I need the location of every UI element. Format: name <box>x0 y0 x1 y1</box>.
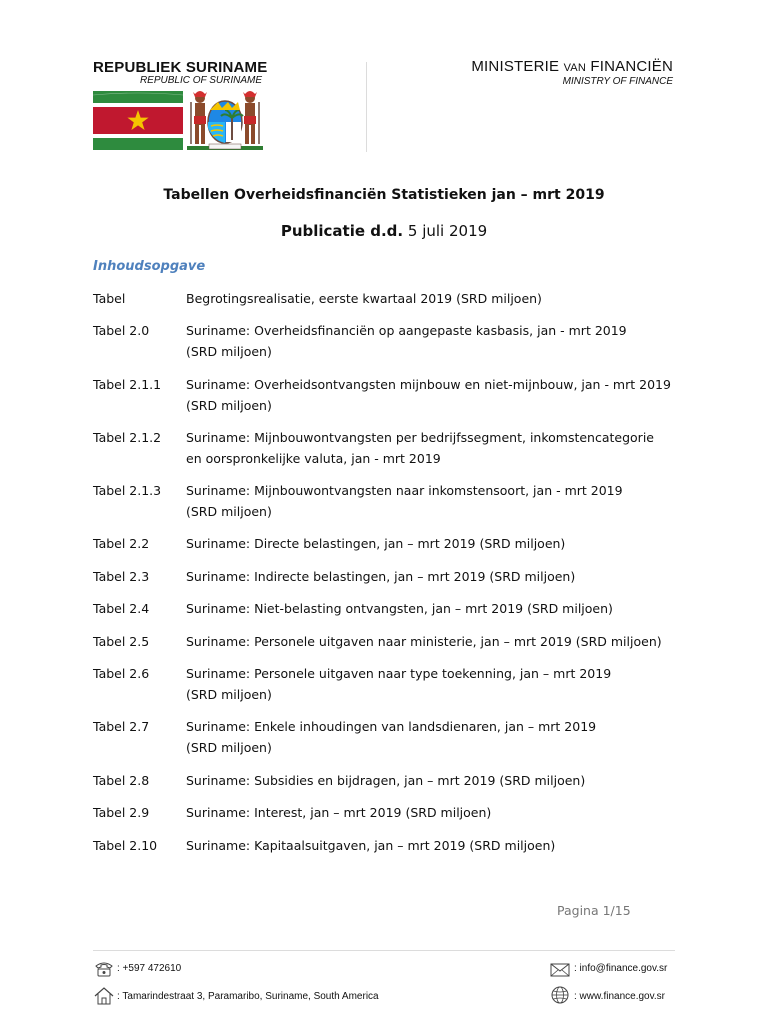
toc-table-number: Tabel 2.7 <box>93 719 150 734</box>
toc-line-1: Suriname: Mijnbouwontvangsten per bedrijfssegment, inkomstencategorie <box>186 430 654 445</box>
ministry-title-part-2: VAN <box>563 62 586 74</box>
toc-table-number: Tabel 2.10 <box>93 838 158 853</box>
publication-date: 5 juli 2019 <box>403 222 488 240</box>
republic-title: REPUBLIEK SURINAME <box>93 59 268 76</box>
toc-line-2: (SRD miljoen) <box>186 398 272 413</box>
suriname-flag <box>93 91 183 150</box>
ministry-title-part-3: FINANCIËN <box>585 58 673 75</box>
page-number: Pagina 1/15 <box>557 903 631 918</box>
toc-table-description <box>186 288 686 309</box>
toc-line-1: Suriname: Indirecte belastingen, jan – mrt 2019 (SRD miljoen) <box>186 569 576 584</box>
publication-line <box>0 222 768 240</box>
toc-table-description <box>186 566 686 587</box>
toc-table-number: Tabel 2.6 <box>93 666 150 681</box>
toc-line-2: (SRD miljoen) <box>186 740 272 755</box>
toc-table-number: Tabel 2.1.3 <box>93 483 162 498</box>
footer-email[interactable]: : info@finance.gov.sr <box>574 963 668 974</box>
footer-divider <box>93 950 675 951</box>
toc-table-number: Tabel 2.2 <box>93 536 150 551</box>
toc-table-description <box>186 802 686 823</box>
toc-line-1: Suriname: Kapitaalsuitgaven, jan – mrt 2019 (SRD miljoen) <box>186 838 556 853</box>
republic-subtitle: REPUBLIC OF SURINAME <box>139 75 262 86</box>
toc-line-1: Suriname: Mijnbouwontvangsten naar inkomstensoort, jan - mrt 2019 <box>186 483 623 498</box>
toc-line-1: Suriname: Enkele inhoudingen van landsdienaren, jan – mrt 2019 <box>186 719 597 734</box>
footer-website[interactable]: : www.finance.gov.sr <box>574 991 665 1002</box>
toc-line-1: Suriname: Directe belastingen, jan – mrt 2019 (SRD miljoen) <box>186 536 566 551</box>
ministry-subtitle: MINISTRY OF FINANCE <box>562 76 673 87</box>
toc-line-1: Suriname: Personele uitgaven naar ministerie, jan – mrt 2019 (SRD miljoen) <box>186 634 662 649</box>
toc-line-1: Suriname: Overheidsfinanciën op aangepaste kasbasis, jan - mrt 2019 <box>186 323 627 338</box>
toc-table-description <box>186 427 686 469</box>
toc-table-description <box>186 663 686 705</box>
toc-table-description <box>186 770 686 791</box>
toc-line-1: Suriname: Overheidsontvangsten mijnbouw en niet-mijnbouw, jan - mrt 2019 <box>186 377 671 392</box>
envelope-icon <box>550 961 570 979</box>
toc-table-description <box>186 374 686 416</box>
toc-heading: Inhoudsopgave <box>93 259 206 274</box>
publication-label: Publicatie d.d. <box>280 222 404 240</box>
header-divider <box>366 62 367 152</box>
toc-line-2: (SRD miljoen) <box>186 687 272 702</box>
toc-table-number: Tabel <box>93 291 126 306</box>
document-title: Tabellen Overheidsfinanciën Statistieken jan – mrt 2019 <box>163 187 605 203</box>
toc-line-1: Begrotingsrealisatie, eerste kwartaal 2019 (SRD miljoen) <box>186 291 542 306</box>
toc-line-2: en oorspronkelijke valuta, jan - mrt 2019 <box>186 451 441 466</box>
toc-table-number: Tabel 2.3 <box>93 569 150 584</box>
toc-table-number: Tabel 2.9 <box>93 805 150 820</box>
toc-table-description <box>186 598 686 619</box>
globe-icon <box>550 986 570 1004</box>
toc-table-description <box>186 480 686 522</box>
toc-table-description <box>186 835 686 856</box>
toc-line-2: (SRD miljoen) <box>186 344 272 359</box>
toc-line-1: Suriname: Personele uitgaven naar type toekenning, jan – mrt 2019 <box>186 666 612 681</box>
toc-table-description <box>186 631 686 652</box>
toc-table-number: Tabel 2.0 <box>93 323 150 338</box>
coat-of-arms <box>185 88 265 152</box>
toc-table-description <box>186 320 686 362</box>
toc-table-number: Tabel 2.1.2 <box>93 430 162 445</box>
ministry-title-part-1: MINISTERIE <box>471 58 564 75</box>
phone-icon <box>94 960 114 978</box>
ministry-title <box>452 58 673 75</box>
toc-line-1: Suriname: Interest, jan – mrt 2019 (SRD miljoen) <box>186 805 492 820</box>
footer-address: : Tamarindestraat 3, Paramaribo, Suriname, South America <box>117 991 379 1002</box>
toc-table-number: Tabel 2.4 <box>93 601 150 616</box>
toc-table-description <box>186 533 686 554</box>
toc-line-2: (SRD miljoen) <box>186 504 272 519</box>
toc-line-1: Suriname: Subsidies en bijdragen, jan – mrt 2019 (SRD miljoen) <box>186 773 586 788</box>
toc-line-1: Suriname: Niet-belasting ontvangsten, jan – mrt 2019 (SRD miljoen) <box>186 601 613 616</box>
toc-table-number: Tabel 2.1.1 <box>93 377 162 392</box>
toc-table-number: Tabel 2.5 <box>93 634 150 649</box>
footer-phone: : +597 472610 <box>117 963 182 974</box>
toc-table-description <box>186 716 686 758</box>
toc-table-number: Tabel 2.8 <box>93 773 150 788</box>
house-icon <box>94 987 114 1005</box>
